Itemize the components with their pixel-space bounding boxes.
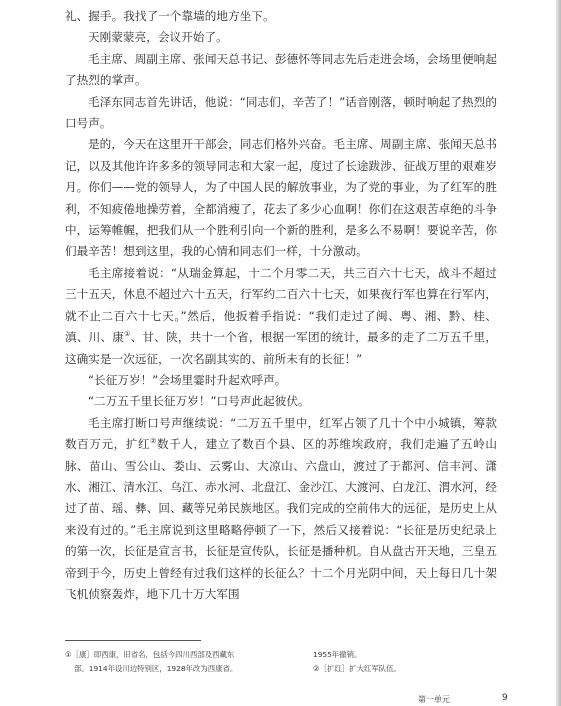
footnote-line: 部。1914年设川边特别区，1928年改为西康省。	[74, 664, 238, 673]
paragraph: 是的，今天在这里开干部会，同志们格外兴奋。毛主席、周副主席、张闻天总书记，以及其他许许多多的领导同志和大家一起，度过了长途跋涉、征战万里的艰难岁月。你们——党的领导人，为了中国人民的解放事业，为了党的事业，为了红军的胜利，不知疲倦地操劳着，全都消瘦了，花去了多少心血啊！你们在这艰苦卓绝的斗争中，运筹帷幄，把我们从一个胜利引向一个新的胜利，是多么不易啊！要说辛苦，你们最辛苦！想到这里，我的心情和同志们一样，十分激动。	[65, 137, 497, 259]
footnote-marker[interactable]: ①	[124, 330, 131, 339]
page-number: 9	[502, 693, 508, 703]
paragraph	[65, 263, 497, 370]
paragraph: “二万五千里长征万岁！”口号声此起彼伏。	[88, 394, 310, 409]
paragraph: 毛泽东同志首先讲话，他说：“同志们，辛苦了！”话音刚落，顿时响起了热烈的口号声。	[65, 94, 497, 131]
page-edge-shadow	[556, 0, 561, 706]
footnote-line: ①［康］即西康，旧省名，包括今四川西部及西藏东	[65, 650, 235, 659]
paragraph-text: 数千人，建立了数百个县、区的苏维埃政府，我们走遍了五岭山脉、苗山、雪公山、娄山、云雾山、大凉山、六盘山，渡过了于都河、信丰河、潇水、湘江、清水江、乌江、赤水河、北盘江、金沙江、大渡河、白龙江、渭水河，经过了苗、瑶、彝、回、藏等兄弟民族地区。我们完成的空前伟大的远征，是历史上从来没有过的。”毛主席说到这里略略停顿了一下，然后又接着说：“长征是历史纪录上的第一次，长征是宣言书，长征是宣传队，长征是播种机。自从盘古开天地，三皇五帝到于今，历史上曾经有过我们这样的长征么？十二个月光阴中间，天上每日几十架飞机侦察轰炸，地下几十万大军围	[65, 437, 497, 601]
paragraph: 天刚蒙蒙亮，会议开始了。	[88, 30, 228, 45]
body-text	[65, 6, 497, 605]
paragraph-text: 毛主席打断口号声继续说：“二万五千里中，红军占领了几十个中小城镇，筹款数百万元，扩红	[65, 415, 497, 452]
paragraph-text: 毛主席接着说：“从瑞金算起，十二个月零二天，共三百六十七天，战斗不超过三十五天，休息不超过六十五天，行军约二百六十七天，如果夜行军也算在行军内，就不止二百六十七天。”然后，他扳着手指说：“我们走过了闽、粤、湘、黔、桂、滇、川、康	[65, 265, 497, 345]
paragraph: 礼、握手。我找了一个靠墙的地方坐下。	[65, 9, 275, 23]
paragraph: 毛主席、周副主席、张闻天总书记、彭德怀等同志先后走进会场，会场里便响起了热烈的掌声。	[65, 51, 497, 88]
paragraph: “长征万岁！”会场里霎时升起欢呼声。	[88, 372, 287, 387]
footnote-column-left	[65, 648, 295, 676]
footnote-divider	[65, 640, 201, 641]
footnote-column-right	[313, 648, 497, 676]
footnote-line: 1955年撤销。	[313, 650, 362, 659]
page-footer	[418, 694, 510, 706]
paragraph-text: 、甘、陕，共十一个省，根据一军团的统计，最多的走了二万五千里，这确实是一次远征，一次名副其实的、前所未有的长征！”	[65, 330, 497, 366]
footnote-marker[interactable]: ②	[150, 437, 157, 446]
section-label: 第一单元	[418, 695, 450, 704]
footnote-line: ②［扩红］扩大红军队伍。	[313, 664, 401, 673]
paragraph	[65, 413, 497, 606]
